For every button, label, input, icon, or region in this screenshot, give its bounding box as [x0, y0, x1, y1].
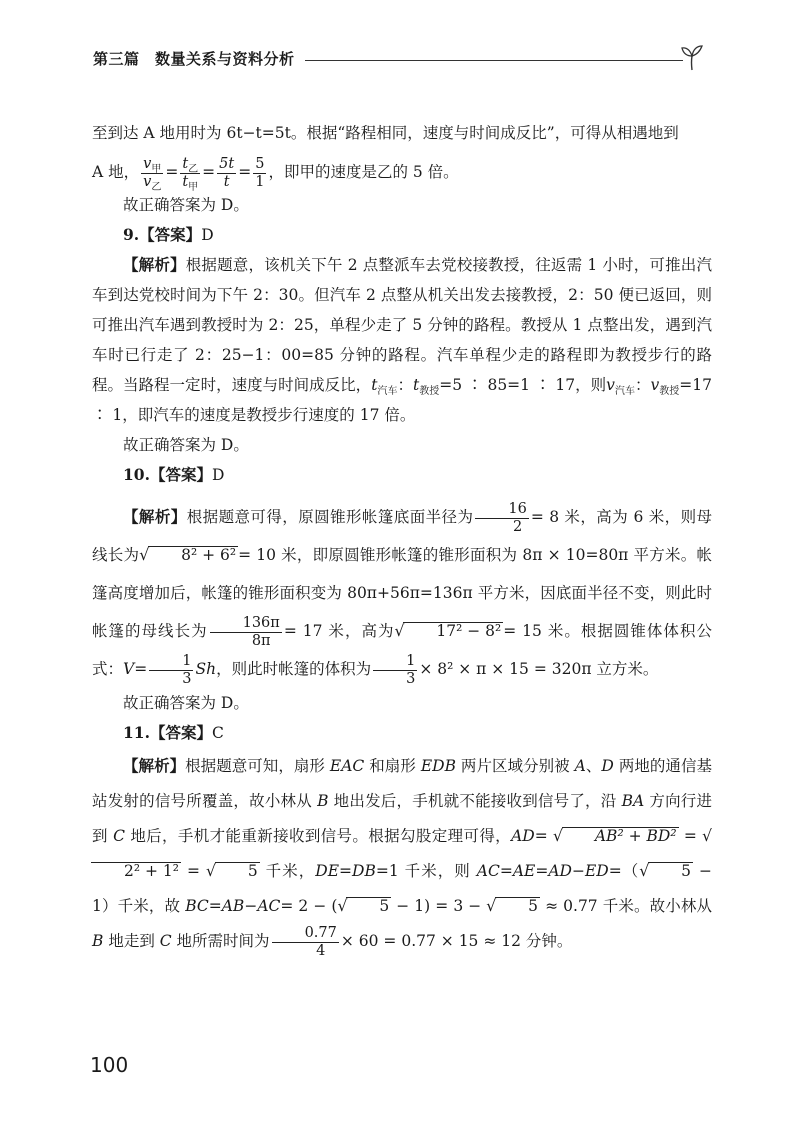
- q11-analysis: 【解析】根据题意可知，扇形 EAC 和扇形 EDB 两片区域分别被 A、D 两地的通信基站发射的信号所覆盖，故小林从 B 地出发后，手机就不能接收到信号了，沿 BA 方向行进到 C 地后，手机才能重新接收到信号。根据勾股定理可得，AD= √ AB² + BD² = √2² + 1² = √ 5 千米，DE=DB=1 千米，则 AC=AE=AD−ED=（√ 5 − 1）千米，故 BC=AB−AC= 2 − (√ 5 − 1) = 3 − √ 5 ≈ 0.77 千米。故小林从 B 地走到 C 地所需时间为 $\frac{0.77}{4}$ × 60 = 0.77 × 15 ≈ 12 分钟。: [92, 756, 713, 959]
- q9-answer: 9.【答案】D: [123, 225, 214, 245]
- q9-conclusion: 故正确答案为 D。: [123, 436, 249, 455]
- fraction-5t: $\frac{5t}{t}$: [219, 156, 235, 190]
- fraction-5-1: $\frac{5}{1}$: [255, 156, 265, 190]
- q11-answer: 11.【答案】C: [123, 723, 224, 743]
- fraction-0.77-4: $\frac{0.77}{4}$: [272, 925, 339, 959]
- q8-conclusion: 故正确答案为 D。: [123, 196, 249, 215]
- fraction-136pi: $\frac{136\pi}{8\pi}$: [210, 615, 282, 649]
- sprout-icon: [679, 42, 705, 72]
- fraction-1-3-a: $\frac{1}{3}$: [149, 653, 193, 687]
- page-content: [92, 118, 712, 960]
- q10-answer: 10.【答案】D: [123, 465, 225, 485]
- header-rule: [305, 60, 683, 61]
- page-number: 100: [90, 1053, 129, 1077]
- page-header: [93, 42, 705, 72]
- fraction-1-3-b: $\frac{1}{3}$: [373, 653, 417, 687]
- q10-conclusion: 故正确答案为 D。: [123, 694, 249, 713]
- q10-analysis: 【解析】根据题意可得，原圆锥形帐篷底面半径为 $\frac{16}{2}$ = 8 米，高为 6 米，则母线长为√ 8² + 6² = 10 米，即原圆锥形帐篷的锥形面积为 8π × 10=80π 平方米。帐篷高度增加后，帐篷的锥形面积变为 80π+56π=136π 平方米，因底面半径不变，则此时帐篷的母线长为 $\frac{136\pi}{8\pi}$ = 17 米，高为√ 17² − 8² = 15 米。根据圆锥体体积公式：V= $\frac{1}{3}$ Sh，则此时帐篷的体积为 $\frac{1}{3}$ × 8² × π × 15 = 320π 立方米。: [92, 501, 712, 687]
- q8-line2: A 地， $\frac{v_甲}{v_乙}$ = $\frac{t_乙}{t_甲}$ = $\frac{5t}{t}$ = $\frac{5}{1}$ ，即甲的速度是乙的 5 倍。: [92, 156, 459, 193]
- fraction-t: $\frac{t_乙}{t_甲}$: [182, 156, 199, 193]
- q8-line1: 至到达 A 地用时为 6t−t=5t。根据“路程相同，速度与时间成反比”，可得从相遇地到: [92, 124, 679, 142]
- fraction-v: $\frac{v_甲}{v_乙}$: [143, 156, 162, 193]
- q9-analysis: 【解析】根据题意，该机关下午 2 点整派车去党校接教授，往返需 1 小时，可推出汽车到达党校时间为下午 2：30。但汽车 2 点整从机关出发去接教授，2：50 便已返回，则可推出汽车遇到教授时为 2：25，单程少走了 5 分钟的路程。教授从 1 点整出发，遇到汽车时已行走了 2：25−1：00=85 分钟的路程。汽车单程少走的路程即为教授步行的路程。当路程一定时，速度与时间成反比，$t_{汽车}$：$t_{教授}=5$ ∶ 85=1 ∶ 17，则$v_{汽车}$：$v_{教授}=17$ ∶ 1，即汽车的速度是教授步行速度的 17 倍。: [92, 255, 712, 425]
- fraction-16-2: $\frac{16}{2}$: [475, 501, 528, 535]
- section-title: 第三篇 数量关系与资料分析: [93, 50, 295, 68]
